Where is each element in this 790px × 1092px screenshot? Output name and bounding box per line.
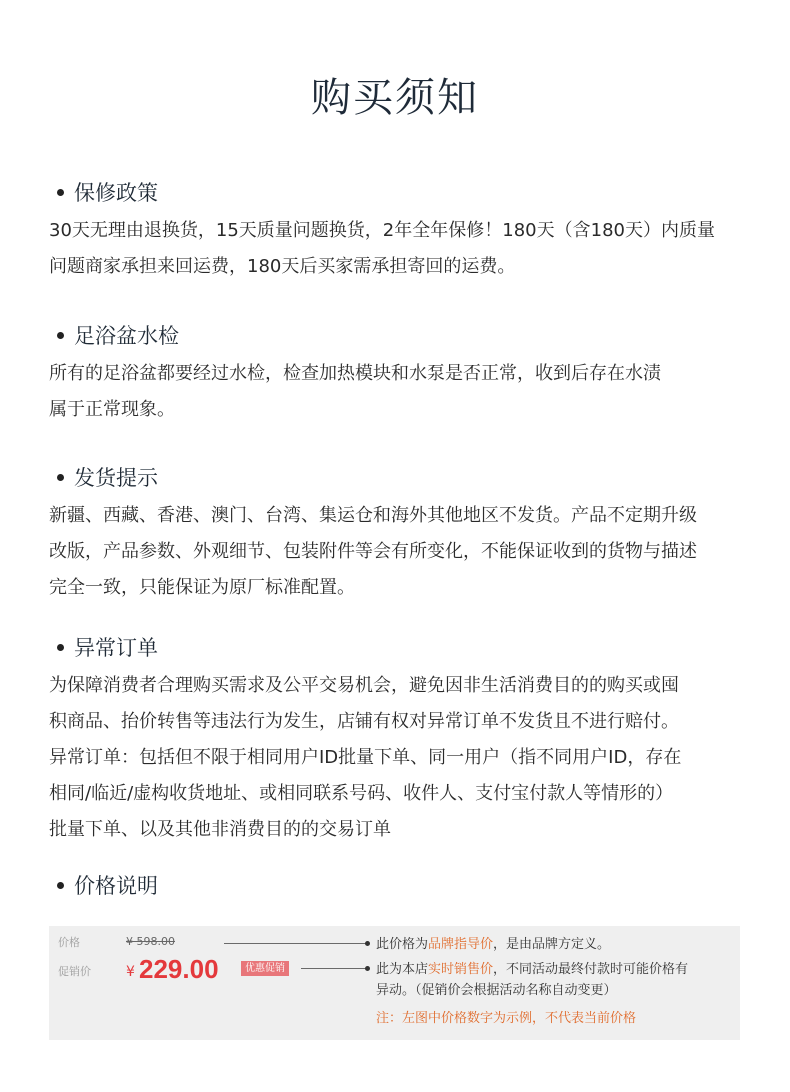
leader-line (224, 943, 367, 944)
section-shipping-notice (49, 462, 749, 606)
note-guide-price (376, 934, 736, 955)
leader-dot (365, 941, 370, 946)
body-line: 相同/临近/虚构收货地址、或相同联系号码、收件人、支付宝付款人等情形的） (49, 783, 674, 804)
body-line: 积商品、抬价转售等违法行为发生，店铺有权对异常订单不发货且不进行赔付。 (49, 711, 679, 732)
section-price-explanation (49, 870, 749, 900)
section-title: 异常订单 (74, 636, 158, 660)
note-highlight: 品牌指导价 (428, 937, 494, 952)
body-line: 为保障消费者合理购买需求及公平交易机会，避免因非生活消费目的的购买或囤 (49, 675, 679, 696)
bullet-icon (57, 332, 64, 339)
bullet-icon (57, 882, 64, 889)
section-body (49, 498, 749, 606)
bullet-icon (57, 644, 64, 651)
leader-dot (365, 966, 370, 971)
promo-price-label: 促销价 (58, 965, 91, 978)
price-disclaimer: 注：左图中价格数字为示例，不代表当前价格 (376, 1011, 637, 1026)
bullet-icon (57, 474, 64, 481)
section-body (49, 356, 749, 428)
section-title: 价格说明 (74, 874, 158, 898)
promo-badge: 优惠促销 (241, 961, 289, 976)
section-body (49, 213, 749, 285)
note-text: 此为本店 (376, 962, 429, 977)
body-line: 完全一致，只能保证为原厂标准配置。 (49, 577, 355, 598)
section-title: 发货提示 (74, 466, 158, 490)
note-text: 此价格为 (376, 937, 429, 952)
section-heading (57, 177, 749, 207)
section-warranty-policy (49, 177, 749, 285)
body-line: 新疆、西藏、香港、澳门、台湾、集运仓和海外其他地区不发货。产品不定期升级 (49, 505, 697, 526)
bullet-icon (57, 189, 64, 196)
body-line: 批量下单、以及其他非消费目的的交易订单 (49, 819, 391, 840)
body-line: 异常订单：包括但不限于相同用户ID批量下单、同一用户（指不同用户ID，存在 (49, 747, 682, 768)
section-abnormal-orders (49, 632, 749, 848)
page-title: 购买须知 (311, 75, 479, 121)
section-heading (57, 462, 749, 492)
note-text: ，是由品牌方定义。 (493, 937, 611, 952)
currency-symbol: ¥ (126, 935, 133, 948)
body-line: 属于正常现象。 (49, 399, 175, 420)
section-body (49, 668, 749, 848)
price-explanation-panel (49, 926, 740, 1040)
note-sale-price (376, 959, 736, 1001)
section-title: 保修政策 (74, 181, 158, 205)
note-highlight: 实时销售价 (428, 962, 494, 977)
body-line: 问题商家承担来回运费，180天后买家需承担寄回的运费。 (49, 256, 516, 277)
leader-line (301, 968, 367, 969)
section-heading (57, 870, 749, 900)
section-heading (57, 632, 749, 662)
currency-symbol: ¥ (126, 964, 135, 980)
promo-price-value: 229.00 (139, 954, 219, 984)
original-price-value: 598.00 (136, 935, 175, 948)
note-text: ，不同活动最终付款时可能价格有 (493, 962, 689, 977)
body-line: 30天无理由退换货，15天质量问题换货，2年全年保修！180天（含180天）内质量 (49, 220, 715, 241)
section-heading (57, 320, 749, 350)
price-label: 价格 (58, 936, 80, 949)
section-title: 足浴盆水检 (74, 324, 179, 348)
body-line: 改版，产品参数、外观细节、包装附件等会有所变化，不能保证收到的货物与描述 (49, 541, 697, 562)
body-line: 所有的足浴盆都要经过水检，检查加热模块和水泵是否正常，收到后存在水渍 (49, 363, 661, 384)
section-water-test (49, 320, 749, 428)
original-price (126, 935, 175, 948)
note-text: 异动。（促销价会根据活动名称自动变更） (376, 983, 617, 998)
